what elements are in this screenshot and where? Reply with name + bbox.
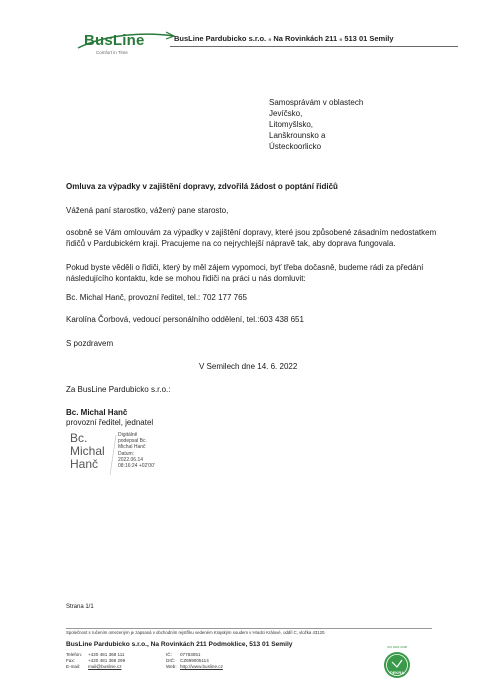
signer-name: Bc. Michal Hanč	[66, 408, 128, 417]
recipient-address	[269, 97, 363, 152]
footer-contacts	[66, 652, 125, 670]
header-city: 513 01 Semily	[344, 34, 394, 43]
paragraph-line: řidičů v Pardubickém kraji. Pracujeme na co nejrychlejší nápravě tak, aby doprava fungovala.	[66, 239, 396, 248]
header-divider	[170, 46, 458, 47]
fax-label: Fax:	[66, 658, 75, 663]
on-behalf-of: Za BusLine Pardubicko s.r.o.:	[66, 385, 171, 394]
email-label: E-mail:	[66, 664, 81, 669]
paragraph-line: Pokud byste věděli o řidiči, který by měl zájem vypomoci, byť třeba dočasně, budeme rádi za předání	[66, 263, 424, 272]
header	[0, 0, 495, 60]
ic-label: IČ:	[166, 652, 172, 657]
separator-dot-icon: ■	[339, 37, 343, 43]
footer-registration	[166, 652, 223, 670]
dekra-badge-icon	[383, 650, 411, 680]
footer-company-line: BusLine Pardubicko s.r.o., Na Rovinkách 211 Podmoklice, 513 01 Semily	[66, 641, 293, 648]
signature-meta-line: 08:16:24 +02'00'	[118, 463, 155, 470]
header-company-name: BusLine Pardubicko s.r.o.	[174, 34, 267, 43]
paragraph-line: následujícího kontaktu, kde se mohou řidiči na práci u nás domluvit:	[66, 274, 306, 283]
signature-meta-line: Datum:	[118, 450, 135, 457]
digital-signature	[70, 432, 180, 480]
signature-name-line: Michal	[70, 444, 105, 458]
paragraph-line: osobně se Vám omlouvám za výpadky v zajištění dopravy, které jsou způsobené zásadním nedostatkem	[66, 228, 437, 237]
signature-meta-line: Digitálně	[118, 432, 138, 438]
phone-label: Telefon:	[66, 652, 83, 657]
letter-salutation: Vážená paní starostko, vážený pane starosto,	[66, 206, 229, 215]
dic-value: CZ699005114	[180, 658, 209, 663]
dic-label: DIČ:	[166, 658, 176, 663]
signature-meta-line: Michal Hanč	[118, 444, 146, 451]
logo-tagline: Comfort in Time	[96, 50, 128, 55]
signature-meta-line: 2022.06.14	[118, 456, 144, 463]
page-number: Strana 1/1	[66, 604, 94, 610]
signature-name-line: Hanč	[70, 457, 99, 471]
web-link[interactable]: http://www.busline.cz	[180, 664, 223, 669]
recipient-line: Litomyšlsko,	[269, 120, 314, 129]
signature-meta-line: podepsal Bc.	[118, 438, 147, 445]
company-logo: BusLine	[84, 32, 145, 49]
signature-divider-icon	[108, 434, 118, 476]
footer-divider	[66, 628, 432, 629]
place-date: V Semilech dne 14. 6. 2022	[199, 362, 298, 371]
letter-closing: S pozdravem	[66, 339, 114, 348]
header-address	[174, 34, 394, 43]
badge-iso-label: ISO 9001:2008	[386, 645, 408, 649]
contact-director: Bc. Michal Hanč, provozní ředitel, tel.: 702 177 765	[66, 293, 247, 302]
letter-subject: Omluva za výpadky v zajištění dopravy, zdvořilá žádost o poptání řidičů	[66, 182, 338, 191]
signer-title: provozní ředitel, jednatel	[66, 418, 154, 427]
header-street: Na Rovinkách 211	[273, 34, 338, 43]
email-link[interactable]: mail@busline.cz	[88, 664, 122, 669]
badge-dekra-label: DEKRA	[389, 670, 405, 675]
recipient-line: Lanškrounsko a	[269, 131, 326, 140]
phone-value: +420 481 368 111	[88, 652, 125, 657]
separator-dot-icon: ■	[268, 37, 272, 43]
recipient-line: Samosprávám v oblastech	[269, 98, 364, 107]
letter-paragraph-1	[66, 227, 436, 249]
footer-registry: Společnost s ručením omezeným je zapsaná v obchodním rejstříku vedeném Krajským soudem v Hradci Králové, oddíl C, vložka 43120.	[66, 630, 326, 635]
signature-name	[70, 432, 105, 471]
dekra-certification-badge	[383, 645, 411, 680]
recipient-line: Jevíčsko,	[269, 109, 303, 118]
contact-hr: Karolína Čorbová, vedoucí personálního oddělení, tel.:603 438 651	[66, 315, 304, 324]
web-label: Web:	[166, 664, 177, 669]
fax-value: +420 481 368 299	[88, 658, 126, 663]
signature-metadata	[118, 432, 155, 469]
ic-value: 07783051	[180, 652, 201, 657]
recipient-line: Ústeckoorlicko	[269, 142, 322, 151]
letter-paragraph-2	[66, 262, 423, 284]
signature-name-line: Bc.	[70, 431, 88, 445]
